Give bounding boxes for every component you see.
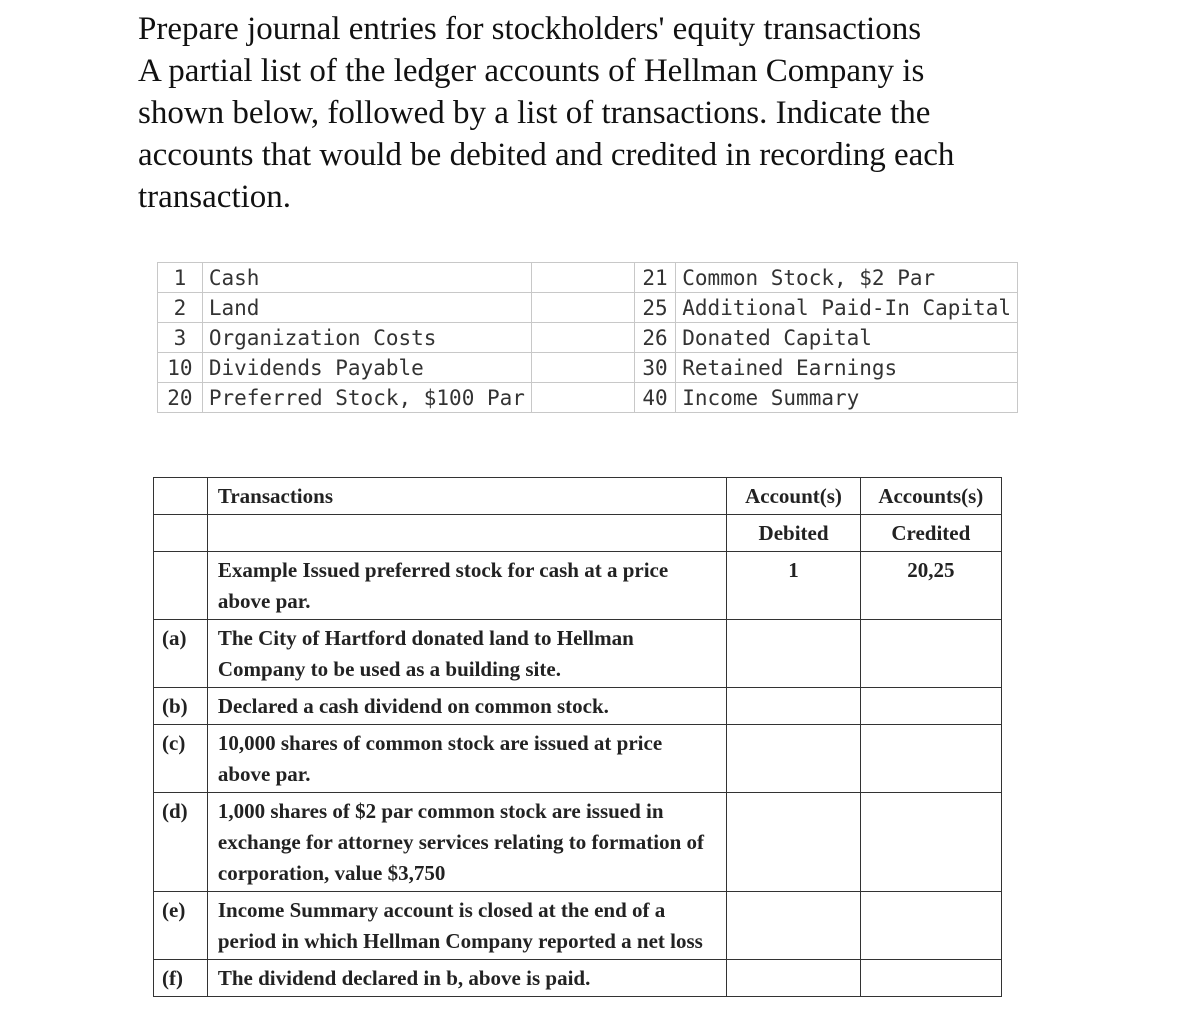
account-number: 3 — [158, 323, 203, 353]
row-label: (b) — [154, 688, 208, 725]
account-number: 21 — [634, 263, 676, 293]
header-debited: Account(s) — [727, 478, 860, 515]
debited-answer-cell[interactable] — [727, 892, 860, 960]
row-label: (a) — [154, 620, 208, 688]
account-number: 2 — [158, 293, 203, 323]
transaction-description: Income Summary account is closed at the end of a period in which Hellman Company reported a net loss — [207, 892, 727, 960]
transaction-description: 1,000 shares of $2 par common stock are issued in exchange for attorney services relating to formation of corporation, value $3,750 — [207, 793, 727, 892]
header-row — [154, 478, 1002, 515]
prompt-line: accounts that would be debited and credited in recording each — [138, 137, 955, 173]
account-name: Income Summary — [676, 383, 1018, 413]
ledger-row — [158, 293, 1018, 323]
credited-answer-cell[interactable] — [860, 725, 1001, 793]
debited-answer-cell[interactable] — [727, 725, 860, 793]
transaction-row — [154, 725, 1002, 793]
transaction-description: The dividend declared in b, above is paid. — [207, 960, 727, 997]
prompt-line: Prepare journal entries for stockholders' equity transactions — [138, 11, 922, 47]
account-number: 26 — [634, 323, 676, 353]
ledger-row — [158, 323, 1018, 353]
ledger-spacer — [531, 383, 634, 413]
credited-answer-cell[interactable] — [860, 620, 1001, 688]
account-name: Retained Earnings — [676, 353, 1018, 383]
header-credited: Accounts(s) — [860, 478, 1001, 515]
ledger-row — [158, 353, 1018, 383]
credited-answer-cell[interactable] — [860, 960, 1001, 997]
debited-answer-cell[interactable] — [727, 620, 860, 688]
account-name: Land — [202, 293, 531, 323]
account-number: 1 — [158, 263, 203, 293]
header-transactions: Transactions — [207, 478, 727, 515]
transaction-description: 10,000 shares of common stock are issued at price above par. — [207, 725, 727, 793]
transaction-description: Declared a cash dividend on common stock. — [207, 688, 727, 725]
transactions-table — [153, 477, 1002, 997]
account-name: Common Stock, $2 Par — [676, 263, 1018, 293]
account-number: 20 — [158, 383, 203, 413]
account-name: Donated Capital — [676, 323, 1018, 353]
credited-answer-cell[interactable] — [860, 892, 1001, 960]
transaction-row — [154, 793, 1002, 892]
account-name: Cash — [202, 263, 531, 293]
debited-answer-cell[interactable] — [727, 688, 860, 725]
account-name: Additional Paid-In Capital — [676, 293, 1018, 323]
transaction-row — [154, 892, 1002, 960]
account-number: 25 — [634, 293, 676, 323]
header-row — [154, 515, 1002, 552]
ledger-row — [158, 383, 1018, 413]
ledger-row — [158, 263, 1018, 293]
ledger-spacer — [531, 263, 634, 293]
ledger-accounts-table — [157, 262, 1018, 413]
row-label: (f) — [154, 960, 208, 997]
row-label — [154, 552, 208, 620]
account-number: 40 — [634, 383, 676, 413]
transaction-row — [154, 960, 1002, 997]
question-prompt — [138, 8, 1038, 218]
ledger-spacer — [531, 323, 634, 353]
row-label: (d) — [154, 793, 208, 892]
header-debited: Debited — [727, 515, 860, 552]
prompt-line: shown below, followed by a list of transactions. Indicate the — [138, 95, 931, 131]
account-name: Preferred Stock, $100 Par — [202, 383, 531, 413]
header-label-cell — [154, 515, 208, 552]
row-label: (e) — [154, 892, 208, 960]
transaction-row — [154, 620, 1002, 688]
example-description: Example Issued preferred stock for cash at a price above par. — [207, 552, 727, 620]
example-credited: 20,25 — [860, 552, 1001, 620]
example-row — [154, 552, 1002, 620]
credited-answer-cell[interactable] — [860, 688, 1001, 725]
header-blank — [207, 515, 727, 552]
transaction-description: The City of Hartford donated land to Hellman Company to be used as a building site. — [207, 620, 727, 688]
credited-answer-cell[interactable] — [860, 793, 1001, 892]
prompt-line: transaction. — [138, 179, 292, 215]
account-name: Organization Costs — [202, 323, 531, 353]
ledger-spacer — [531, 353, 634, 383]
debited-answer-cell[interactable] — [727, 960, 860, 997]
transaction-row — [154, 688, 1002, 725]
account-number: 10 — [158, 353, 203, 383]
header-label-cell — [154, 478, 208, 515]
row-label: (c) — [154, 725, 208, 793]
example-debited: 1 — [727, 552, 860, 620]
ledger-spacer — [531, 293, 634, 323]
account-number: 30 — [634, 353, 676, 383]
account-name: Dividends Payable — [202, 353, 531, 383]
prompt-line: A partial list of the ledger accounts of Hellman Company is — [138, 53, 925, 89]
header-credited: Credited — [860, 515, 1001, 552]
debited-answer-cell[interactable] — [727, 793, 860, 892]
